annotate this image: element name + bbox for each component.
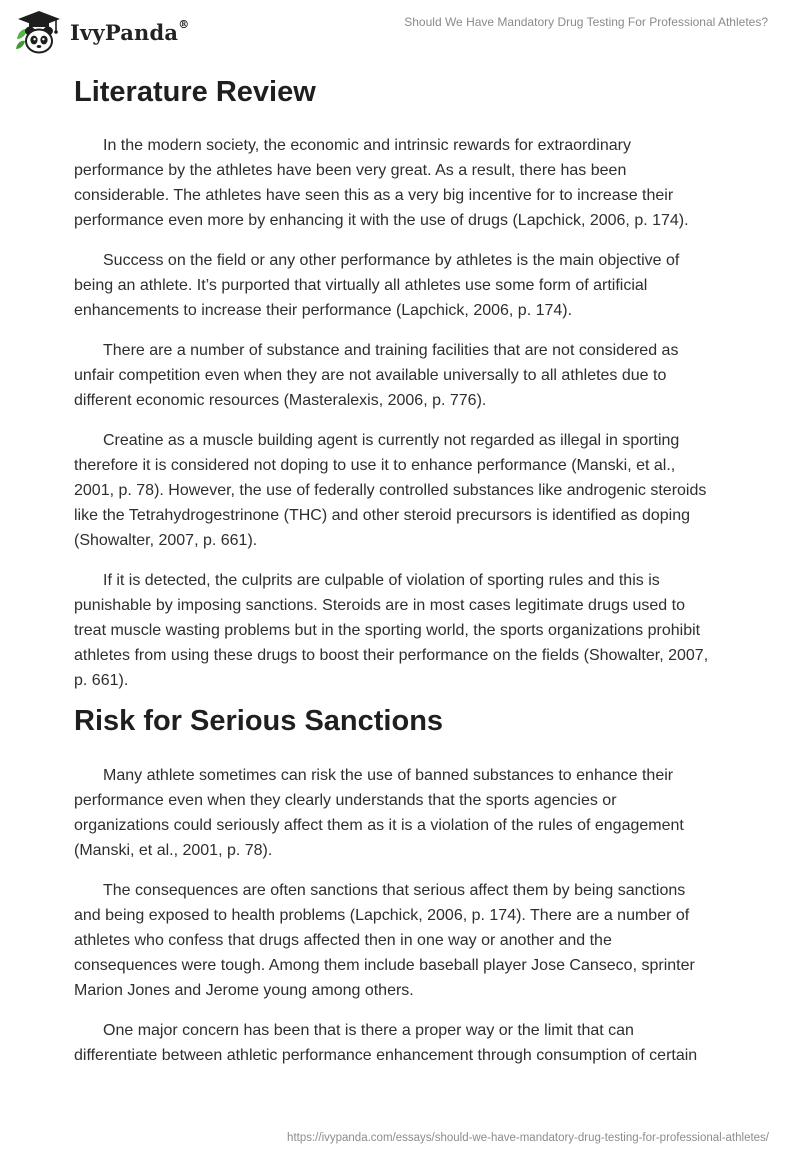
paragraph: Success on the field or any other performance by athletes is the main objective of being an athlete. It’s purported that virtually all athletes use some form of artificial enhancements to increase their performance (Lapchick, 2006, p. 174). [74, 252, 680, 319]
paragraph: One major concern has been that is there a proper way or the limit that can differentiate between athletic performance enhancement through consumption of certain [74, 1022, 698, 1064]
ivypanda-logo[interactable] [14, 9, 189, 55]
section-heading-literature-review: Literature Review [74, 76, 316, 108]
paragraph: Many athlete sometimes can risk the use of banned substances to enhance their performance even when they clearly understands that the sports agencies or organizations could seriously affect them as it is a violation of the rules of engagement (Manski, et al., 2001, p. 78). [74, 767, 684, 859]
paragraph: The consequences are often sanctions that serious affect them by being sanctions and being exposed to health problems (Lapchick, 2006, p. 174). There are a number of athletes who confess that drugs affected then in one way or another and the consequences were tough. Among them include baseball player Jose Canseco, sprinter Marion Jones and Jerome young among others. [74, 882, 695, 999]
document-title: Should We Have Mandatory Drug Testing For Professional Athletes? [404, 15, 768, 29]
essay-body [74, 72, 714, 1068]
paragraph: Creatine as a muscle building agent is currently not regarded as illegal in sporting therefore it is considered not doping to use it to enhance performance (Manski, et al., 2001, p. 78). However, the use of federally controlled substances like androgenic steroids like the Tetrahydrogestrinone (THC) and other steroid precursors is identified as doping (Showalter, 2007, p. 661). [74, 432, 707, 549]
paragraph: There are a number of substance and training facilities that are not considered as unfair competition even when they are not available universally to all athletes due to different economic resources (Masteralexis, 2006, p. 776). [74, 342, 679, 409]
paragraph: If it is detected, the culprits are culpable of violation of sporting rules and this is punishable by imposing sanctions. Steroids are in most cases legitimate drugs used to treat muscle wasting problems but in the sporting world, the sports organizations prohibit athletes from using these drugs to boost their performance on the fields (Showalter, 2007, p. 661). [74, 572, 709, 689]
brand-name: IvyPanda® [70, 17, 190, 45]
section-heading-risk-for-serious-sanctions: Risk for Serious Sanctions [74, 705, 444, 737]
paragraph: In the modern society, the economic and intrinsic rewards for extraordinary performance by the athletes have been very great. As a result, there has been considerable. The athletes have seen this as a very big incentive for to increase their performance even more by enhancing it with the use of drugs (Lapchick, 2006, p. 174). [74, 137, 689, 229]
registered-mark: ® [178, 17, 190, 31]
page-header [0, 0, 800, 62]
panda-graduate-icon [14, 9, 64, 55]
source-url[interactable]: https://ivypanda.com/essays/should-we-have-mandatory-drug-testing-for-professional-athletes/ [287, 1132, 769, 1144]
